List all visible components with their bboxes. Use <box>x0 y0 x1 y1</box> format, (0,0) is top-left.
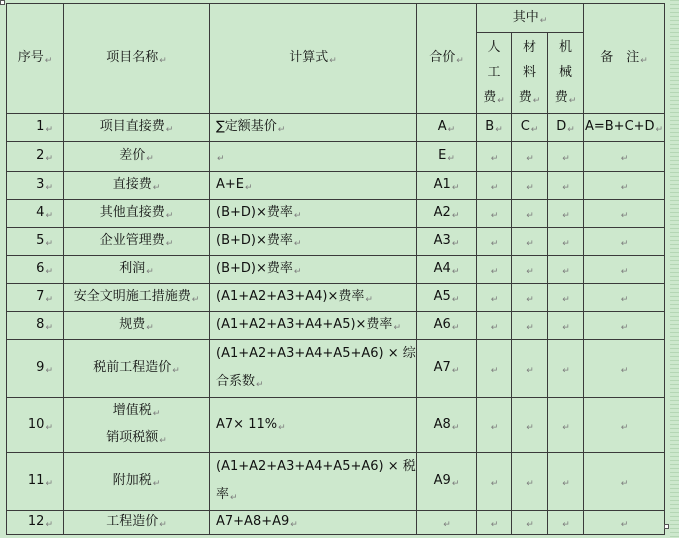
page-edge <box>670 0 679 538</box>
paragraph-mark: ↵ <box>526 267 534 277</box>
row-name[interactable] <box>64 142 210 172</box>
row-labor[interactable] <box>477 228 512 256</box>
row-formula[interactable] <box>210 200 417 228</box>
row-formula[interactable] <box>210 312 417 340</box>
row-machine[interactable] <box>548 142 584 172</box>
row-total-text: A3 <box>433 233 451 248</box>
row-no[interactable] <box>7 340 64 398</box>
paragraph-mark: ↵ <box>146 267 154 277</box>
paragraph-mark: ↵ <box>526 183 534 193</box>
paragraph-mark: ↵ <box>490 211 499 221</box>
paragraph-mark: ↵ <box>165 239 174 249</box>
header-labor[interactable]: 人 工 费↵ <box>477 33 512 114</box>
row-formula[interactable] <box>210 142 417 172</box>
paragraph-mark: ↵ <box>490 323 499 333</box>
row-machine[interactable] <box>548 228 584 256</box>
paragraph-mark: ↵ <box>165 211 174 221</box>
paragraph-mark: ↵ <box>365 295 373 305</box>
paragraph-mark: ↵ <box>45 422 53 433</box>
row-no[interactable] <box>7 511 64 535</box>
row-name[interactable] <box>64 114 210 142</box>
row-labor[interactable] <box>477 256 512 284</box>
paragraph-mark: ↵ <box>562 295 570 305</box>
row-labor[interactable] <box>477 284 512 312</box>
row-formula-text: 率 <box>216 487 230 502</box>
paragraph-mark: ↵ <box>45 520 53 530</box>
row-machine[interactable] <box>548 511 584 535</box>
paragraph-mark: ↵ <box>451 479 460 489</box>
paragraph-mark: ↵ <box>256 380 264 390</box>
paragraph-mark: ↵ <box>165 125 174 135</box>
paragraph-mark: ↵ <box>526 520 534 530</box>
row-no[interactable] <box>7 172 64 200</box>
paragraph-mark: ↵ <box>620 211 629 221</box>
paragraph-mark: ↵ <box>45 211 53 221</box>
paragraph-mark: ↵ <box>45 239 53 249</box>
row-remark[interactable] <box>584 398 665 453</box>
row-material[interactable] <box>512 228 548 256</box>
row-total-text: A <box>437 119 447 134</box>
paragraph-mark: ↵ <box>562 422 570 433</box>
row-no-text: 2 <box>36 148 45 163</box>
paragraph-mark: ↵ <box>562 154 570 164</box>
row-material[interactable] <box>512 114 548 142</box>
row-formula[interactable] <box>210 398 417 453</box>
row-total-text: A8 <box>433 416 451 432</box>
row-no[interactable] <box>7 398 64 453</box>
row-labor[interactable] <box>477 142 512 172</box>
row-no[interactable] <box>7 256 64 284</box>
paragraph-mark: ↵ <box>562 323 570 333</box>
table-body <box>7 114 665 535</box>
row-no-text: 4 <box>36 205 45 220</box>
row-formula-text: 合系数 <box>216 374 256 389</box>
paragraph-mark: ↵ <box>159 520 167 530</box>
row-no-text: 8 <box>36 317 45 332</box>
row-total[interactable] <box>417 284 477 312</box>
paragraph-mark: ↵ <box>152 409 161 419</box>
paragraph-mark: ↵ <box>562 211 570 221</box>
header-row-1 <box>7 4 665 33</box>
paragraph-mark: ↵ <box>290 520 298 530</box>
row-machine[interactable] <box>548 284 584 312</box>
row-name-text: 销项税额 <box>106 430 159 445</box>
row-material[interactable] <box>512 312 548 340</box>
row-name[interactable] <box>64 200 210 228</box>
row-total-text: A5 <box>433 289 451 304</box>
cost-table <box>6 3 665 535</box>
row-total-text: A1 <box>433 177 451 192</box>
paragraph-mark: ↵ <box>620 267 629 277</box>
paragraph-mark: ↵ <box>159 436 167 446</box>
row-formula[interactable] <box>210 256 417 284</box>
row-formula-text: (A1+A2+A3+A4+A5+A6) × 税 <box>216 459 416 474</box>
row-machine[interactable] <box>548 312 584 340</box>
table-resize-handle[interactable] <box>664 524 669 529</box>
header-group[interactable]: 其中↵ <box>477 4 584 33</box>
paragraph-mark: ↵ <box>451 183 460 193</box>
row-name[interactable] <box>64 284 210 312</box>
row-name-text: 工程造价 <box>106 514 159 529</box>
row-formula[interactable] <box>210 172 417 200</box>
row-machine[interactable] <box>548 256 584 284</box>
row-remark[interactable] <box>584 256 665 284</box>
row-labor[interactable] <box>477 114 512 142</box>
paragraph-mark: ↵ <box>526 323 534 333</box>
paragraph-mark: ↵ <box>45 295 53 305</box>
paragraph-mark: ↵ <box>451 295 460 305</box>
row-total-text: A7 <box>433 360 451 375</box>
paragraph-mark: ↵ <box>152 183 161 193</box>
row-formula-text: (A1+A2+A3+A4+A5)×费率 <box>216 317 393 332</box>
row-name-text: 税前工程造价 <box>93 360 172 375</box>
row-no[interactable] <box>7 284 64 312</box>
row-name[interactable] <box>64 172 210 200</box>
row-material[interactable] <box>512 453 548 511</box>
row-name[interactable] <box>64 312 210 340</box>
paragraph-mark: ↵ <box>655 125 664 135</box>
row-name-text: 项目直接费 <box>99 119 165 134</box>
row-total[interactable] <box>417 228 477 256</box>
paragraph-mark: ↵ <box>490 154 499 164</box>
row-remark[interactable] <box>584 172 665 200</box>
paragraph-mark: ↵ <box>146 323 154 333</box>
paragraph-mark: ↵ <box>526 422 534 433</box>
header-formula[interactable]: 计算式↵ <box>210 4 417 114</box>
paragraph-mark: ↵ <box>526 366 534 376</box>
row-name[interactable] <box>64 511 210 535</box>
row-material[interactable] <box>512 256 548 284</box>
row-formula-text: A7× 11% <box>216 416 278 432</box>
row-remark[interactable] <box>584 284 665 312</box>
row-total-text: A2 <box>433 205 451 220</box>
paragraph-mark: ↵ <box>443 520 451 530</box>
paragraph-mark: ↵ <box>620 422 629 433</box>
paragraph-mark: ↵ <box>45 323 53 333</box>
row-formula[interactable] <box>210 340 417 398</box>
paragraph-mark: ↵ <box>152 479 161 489</box>
paragraph-mark: ↵ <box>620 520 629 530</box>
row-no-text: 3 <box>36 177 45 192</box>
row-formula-text: A+E <box>216 177 244 192</box>
table-row <box>7 398 665 453</box>
row-formula-text: (A1+A2+A3+A4)×费率 <box>216 289 365 304</box>
table-row <box>7 228 665 256</box>
paragraph-mark: ↵ <box>562 479 570 489</box>
paragraph-mark: ↵ <box>490 520 499 530</box>
row-total-text: A6 <box>433 317 451 332</box>
row-no[interactable] <box>7 200 64 228</box>
row-name-text: 附加税 <box>112 473 152 488</box>
paragraph-mark: ↵ <box>567 125 575 135</box>
paragraph-mark: ↵ <box>451 366 460 376</box>
row-total[interactable] <box>417 453 477 511</box>
paragraph-mark: ↵ <box>490 239 499 249</box>
row-material-text: C <box>520 119 530 134</box>
header-machine[interactable]: 机 械 费↵ <box>548 33 584 114</box>
header-material[interactable]: 材 料 费↵ <box>512 33 548 114</box>
table-row <box>7 200 665 228</box>
row-formula-text: (B+D)×费率 <box>216 233 293 248</box>
paragraph-mark: ↵ <box>447 154 455 164</box>
paragraph-mark: ↵ <box>562 366 570 376</box>
row-no-text: 12 <box>27 514 45 529</box>
row-material[interactable] <box>512 142 548 172</box>
row-formula-text: (A1+A2+A3+A4+A5+A6) × 综 <box>216 346 416 361</box>
paragraph-mark: ↵ <box>490 422 499 433</box>
row-machine-text: D <box>556 119 567 134</box>
row-no[interactable] <box>7 228 64 256</box>
header-remark[interactable]: 备 注↵ <box>584 4 665 114</box>
row-total[interactable] <box>417 172 477 200</box>
row-name-text: 企业管理费 <box>99 233 165 248</box>
row-material[interactable] <box>512 340 548 398</box>
row-material[interactable] <box>512 511 548 535</box>
paragraph-mark: ↵ <box>278 422 286 433</box>
row-total[interactable] <box>417 114 477 142</box>
paragraph-mark: ↵ <box>146 154 154 164</box>
row-formula[interactable] <box>210 114 417 142</box>
row-no[interactable] <box>7 312 64 340</box>
paragraph-mark: ↵ <box>620 154 629 164</box>
paragraph-mark: ↵ <box>45 267 53 277</box>
row-material[interactable] <box>512 398 548 453</box>
header-name[interactable]: 项目名称↵ <box>64 4 210 114</box>
paragraph-mark: ↵ <box>562 239 570 249</box>
row-remark[interactable] <box>584 312 665 340</box>
row-labor[interactable] <box>477 312 512 340</box>
header-no[interactable]: 序号↵ <box>7 4 64 114</box>
paragraph-mark: ↵ <box>451 239 460 249</box>
row-labor[interactable] <box>477 398 512 453</box>
paragraph-mark: ↵ <box>293 267 302 277</box>
paragraph-mark: ↵ <box>245 183 253 193</box>
paragraph-mark: ↵ <box>490 366 499 376</box>
row-no-text: 1 <box>36 119 45 134</box>
paragraph-mark: ↵ <box>526 295 534 305</box>
paragraph-mark: ↵ <box>293 211 302 221</box>
paragraph-mark: ↵ <box>45 183 53 193</box>
row-material[interactable] <box>512 284 548 312</box>
table-row <box>7 340 665 398</box>
paragraph-mark: ↵ <box>526 479 534 489</box>
row-machine[interactable] <box>548 340 584 398</box>
row-remark[interactable] <box>584 340 665 398</box>
row-name-text: 直接费 <box>112 177 152 192</box>
paragraph-mark: ↵ <box>45 125 53 135</box>
row-total[interactable] <box>417 200 477 228</box>
paragraph-mark: ↵ <box>217 154 225 164</box>
row-name-text: 规费 <box>119 317 146 332</box>
row-name-text: 差价 <box>119 148 146 163</box>
row-name[interactable] <box>64 453 210 511</box>
table-row <box>7 453 665 511</box>
table-row <box>7 114 665 142</box>
row-remark[interactable] <box>584 228 665 256</box>
row-formula-text: (B+D)×费率 <box>216 261 293 276</box>
row-labor-text: B <box>485 119 495 134</box>
table-row <box>7 511 665 535</box>
table-row <box>7 256 665 284</box>
row-name[interactable] <box>64 256 210 284</box>
row-no-text: 6 <box>36 261 45 276</box>
row-formula-text: A7+A8+A9 <box>216 514 290 529</box>
row-name-text: 其他直接费 <box>99 205 165 220</box>
row-no-text: 11 <box>27 473 45 488</box>
row-machine[interactable] <box>548 200 584 228</box>
row-labor[interactable] <box>477 511 512 535</box>
row-name[interactable] <box>64 398 210 453</box>
paragraph-mark: ↵ <box>293 239 302 249</box>
paragraph-mark: ↵ <box>620 366 629 376</box>
table-row <box>7 284 665 312</box>
paragraph-mark: ↵ <box>620 479 629 489</box>
row-name-text: 安全文明施工措施费 <box>73 289 191 304</box>
row-name-text: 利润 <box>119 261 146 276</box>
row-labor[interactable] <box>477 200 512 228</box>
paragraph-mark: ↵ <box>451 267 460 277</box>
row-remark[interactable] <box>584 511 665 535</box>
paragraph-mark: ↵ <box>45 479 53 489</box>
row-total[interactable] <box>417 511 477 535</box>
paragraph-mark: ↵ <box>562 520 570 530</box>
row-machine[interactable] <box>548 114 584 142</box>
row-formula[interactable] <box>210 511 417 535</box>
paragraph-mark: ↵ <box>526 154 534 164</box>
paragraph-mark: ↵ <box>451 211 460 221</box>
paragraph-mark: ↵ <box>230 493 238 503</box>
row-no[interactable] <box>7 114 64 142</box>
row-total-text: A9 <box>433 473 451 488</box>
row-total[interactable] <box>417 256 477 284</box>
paragraph-mark: ↵ <box>490 479 499 489</box>
row-remark[interactable] <box>584 142 665 172</box>
paragraph-mark: ↵ <box>490 295 499 305</box>
row-formula[interactable] <box>210 284 417 312</box>
paragraph-mark: ↵ <box>393 323 401 333</box>
row-remark[interactable] <box>584 200 665 228</box>
paragraph-mark: ↵ <box>191 295 200 305</box>
paragraph-mark: ↵ <box>620 295 629 305</box>
row-no[interactable] <box>7 453 64 511</box>
table-row <box>7 312 665 340</box>
row-remark[interactable] <box>584 453 665 511</box>
paragraph-mark: ↵ <box>45 154 53 164</box>
paragraph-mark: ↵ <box>620 183 629 193</box>
table-row <box>7 142 665 172</box>
table-move-handle[interactable] <box>0 0 5 5</box>
row-remark[interactable] <box>584 114 665 142</box>
paragraph-mark: ↵ <box>620 323 629 333</box>
paragraph-mark: ↵ <box>172 366 180 376</box>
paragraph-mark: ↵ <box>562 183 570 193</box>
row-formula-text: (B+D)×费率 <box>216 205 293 220</box>
paragraph-mark: ↵ <box>277 125 286 135</box>
row-labor[interactable] <box>477 172 512 200</box>
row-name-text: 增值税 <box>112 403 152 418</box>
row-no-text: 7 <box>36 289 45 304</box>
row-total-text: A4 <box>433 261 451 276</box>
row-total[interactable] <box>417 142 477 172</box>
paragraph-mark: ↵ <box>526 239 534 249</box>
paragraph-mark: ↵ <box>495 125 503 135</box>
row-name[interactable] <box>64 340 210 398</box>
row-no-text: 5 <box>36 233 45 248</box>
table-row <box>7 172 665 200</box>
paragraph-mark: ↵ <box>526 211 534 221</box>
paragraph-mark: ↵ <box>562 267 570 277</box>
header-total[interactable]: 合价↵ <box>417 4 477 114</box>
row-labor[interactable] <box>477 453 512 511</box>
row-machine[interactable] <box>548 172 584 200</box>
paragraph-mark: ↵ <box>620 239 629 249</box>
row-formula[interactable] <box>210 228 417 256</box>
row-machine[interactable] <box>548 398 584 453</box>
row-total[interactable] <box>417 340 477 398</box>
paragraph-mark: ↵ <box>490 267 499 277</box>
row-total-text: E <box>438 148 447 163</box>
row-no-text: 9 <box>36 360 45 375</box>
row-total[interactable] <box>417 312 477 340</box>
paragraph-mark: ↵ <box>530 125 539 135</box>
paragraph-mark: ↵ <box>447 125 456 135</box>
paragraph-mark: ↵ <box>490 183 499 193</box>
row-formula[interactable] <box>210 453 417 511</box>
paragraph-mark: ↵ <box>451 323 460 333</box>
row-material[interactable] <box>512 200 548 228</box>
row-machine[interactable] <box>548 453 584 511</box>
row-name[interactable] <box>64 228 210 256</box>
row-no-text: 10 <box>27 416 45 432</box>
paragraph-mark: ↵ <box>45 366 53 376</box>
row-formula-text: ∑定额基价 <box>216 119 277 134</box>
row-remark-text: A=B+C+D <box>584 119 655 134</box>
row-total[interactable] <box>417 398 477 453</box>
row-labor[interactable] <box>477 340 512 398</box>
row-no[interactable] <box>7 142 64 172</box>
row-material[interactable] <box>512 172 548 200</box>
paragraph-mark: ↵ <box>451 422 460 433</box>
